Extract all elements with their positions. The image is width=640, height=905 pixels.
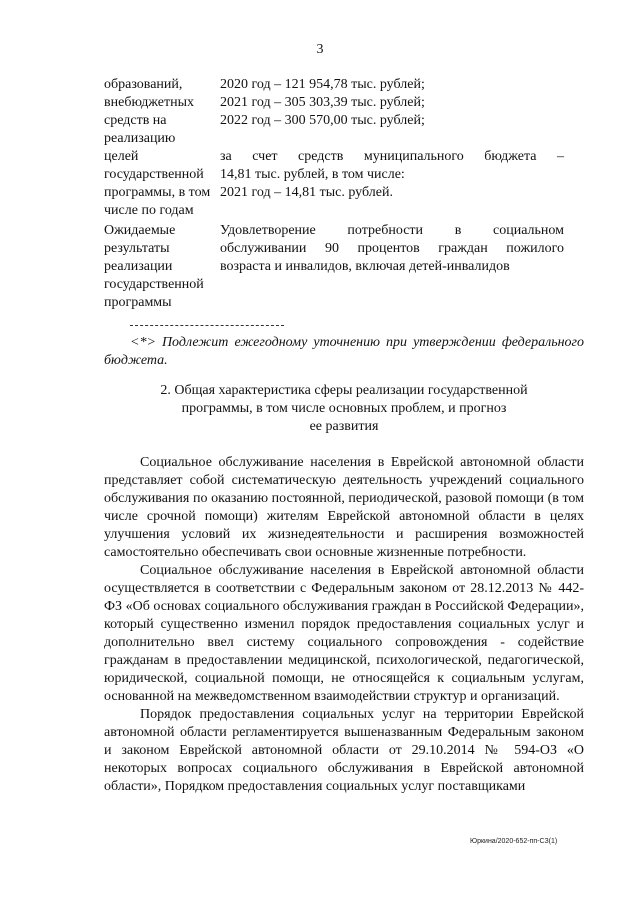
financing-label-line: образований, (104, 77, 183, 92)
section-heading (104, 382, 584, 436)
paragraph: Социальное обслуживание населения в Еврейской автономной области представляет собой систематическую деятельность учреждений социального обслуживания по оказанию постоянной, периодической, разовой помощи (в том числе срочной помощи) жителям Еврейской автономной области в целях улучшения условий их жизнедеятельности и расширения возможностей самостоятельно обеспечивать свои основные жизненные потребности. (104, 455, 584, 560)
financing-label-line: целей (104, 149, 139, 164)
footnote: <*> Подлежит ежегодному уточнению при утверждении федерального бюджета. (104, 335, 584, 368)
passport-row-financing (104, 76, 564, 220)
financing-value-line (220, 130, 564, 148)
financing-value-line (220, 202, 564, 220)
financing-label-line: внебюджетных (104, 95, 195, 110)
financing-value-line: 14,81 тыс. рублей, в том числе: (220, 167, 405, 182)
results-label-line: Ожидаемые (104, 223, 176, 238)
results-label-line: программы (104, 295, 172, 310)
paragraph: Социальное обслуживание населения в Еврейской автономной области осуществляется в соответствии с Федеральным законом от 28.12.2013 № 442-ФЗ «Об основах социального обслуживания граждан в Российской Федерации», который существенно изменил порядок предоставления социальных услуг и дополнительно ввел систему социального сопровождения - содействие гражданам в предоставлении медицинской, психологической, педагогической, юридической, социальной помощи, не относящейся к социальным услугам, основанной на межведомственном взаимодействии структур и организаций. (104, 563, 584, 704)
results-value-line: возраста и инвалидов, включая детей-инвалидов (220, 259, 510, 274)
section-body (104, 454, 584, 796)
financing-label-line: реализацию (104, 131, 176, 146)
results-value-line: Удовлетворение потребности в социальном (220, 223, 564, 238)
results-label-line: результаты (104, 241, 170, 256)
financing-label-line: числе по годам (104, 203, 194, 218)
financing-value-line: 2021 год – 305 303,39 тыс. рублей; (220, 95, 425, 110)
financing-label-line: государственной (104, 167, 204, 182)
results-label-line: государственной (104, 277, 204, 292)
financing-value-line: 2021 год – 14,81 тыс. рублей. (220, 185, 393, 200)
financing-label-line: средств на (104, 113, 167, 128)
results-value-line (220, 294, 564, 312)
results-value-line (220, 276, 564, 294)
results-value-line: обслуживании 90 процентов граждан пожилого (220, 241, 564, 256)
financing-value-line: 2022 год – 300 570,00 тыс. рублей; (220, 113, 425, 128)
paragraph: Порядок предоставления социальных услуг на территории Еврейской автономной области регламентируется вышеназванным Федеральным законом и законом Еврейской автономной области от 29.10.2014 № 594-ОЗ «О некоторых вопросах социального обслуживания в Еврейской автономной области», Порядком предоставления социальных услуг поставщиками (104, 707, 584, 794)
financing-label-line: программы, в том (104, 185, 211, 200)
results-label-line: реализации (104, 259, 173, 274)
page-number: 3 (316, 42, 324, 57)
passport-row-results (104, 222, 564, 312)
financing-value-line: за счет средств муниципального бюджета – (220, 149, 564, 164)
financing-value-line: 2020 год – 121 954,78 тыс. рублей; (220, 77, 425, 92)
footnote-separator (130, 325, 284, 326)
section-heading-line: 2. Общая характеристика сферы реализации государственной (160, 383, 528, 398)
section-heading-line: программы, в том числе основных проблем, и прогноз (181, 401, 507, 416)
document-code: Юркина/2020-652-пп-СЗ(1) (470, 838, 558, 845)
section-heading-line: ее развития (309, 419, 379, 434)
